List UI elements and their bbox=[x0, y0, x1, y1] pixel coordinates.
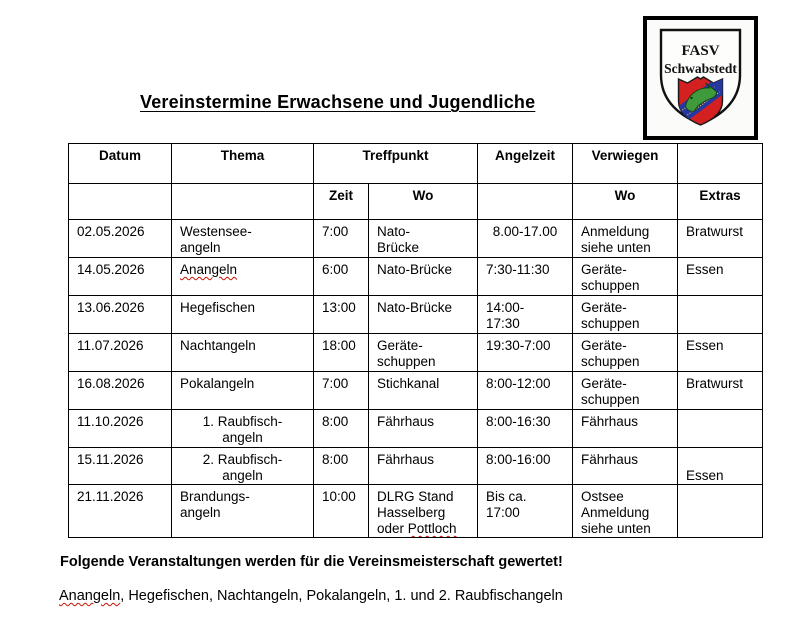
subcolumn-header-extras: Extras bbox=[678, 184, 763, 220]
table-row bbox=[69, 372, 763, 410]
cell-extras bbox=[678, 410, 763, 448]
cell-extras bbox=[678, 296, 763, 334]
cell-zeit: 18:00 bbox=[314, 334, 369, 372]
table-row bbox=[69, 410, 763, 448]
cell-zeit: 7:00 bbox=[314, 220, 369, 258]
header-row-1 bbox=[69, 144, 763, 184]
table-row bbox=[69, 334, 763, 372]
cell-zeit: 8:00 bbox=[314, 448, 369, 485]
cell-wo: Fährhaus bbox=[369, 448, 478, 485]
cell-verwiegen-wo: Geräte- schuppen bbox=[573, 296, 678, 334]
subcolumn-header-wo: Wo bbox=[573, 184, 678, 220]
events-table bbox=[68, 143, 763, 538]
cell-angelzeit: Bis ca. 17:00 bbox=[478, 485, 573, 538]
table-row bbox=[69, 220, 763, 258]
cell-datum: 02.05.2026 bbox=[69, 220, 172, 258]
cell-thema: 2. Raubfisch- angeln bbox=[172, 448, 314, 485]
cell-verwiegen-wo: Ostsee Anmeldung siehe unten bbox=[573, 485, 678, 538]
cell-thema: Nachtangeln bbox=[172, 334, 314, 372]
cell-zeit: 10:00 bbox=[314, 485, 369, 538]
cell-datum: 13.06.2026 bbox=[69, 296, 172, 334]
misspelled-word: Anangeln bbox=[59, 588, 121, 604]
cell-datum: 21.11.2026 bbox=[69, 485, 172, 538]
events-table-body bbox=[69, 144, 763, 538]
cell-zeit: 13:00 bbox=[314, 296, 369, 334]
cell-wo: Nato-Brücke bbox=[369, 296, 478, 334]
cell-extras: Essen bbox=[678, 258, 763, 296]
cell-extras: Bratwurst bbox=[678, 220, 763, 258]
subcolumn-header-datum bbox=[69, 184, 172, 220]
cell-datum: 16.08.2026 bbox=[69, 372, 172, 410]
cell-verwiegen-wo: Geräte- schuppen bbox=[573, 258, 678, 296]
cell-thema bbox=[172, 258, 314, 296]
cell-angelzeit: 14:00- 17:30 bbox=[478, 296, 573, 334]
column-header-thema: Thema bbox=[172, 144, 314, 184]
cell-angelzeit: 8:00-12:00 bbox=[478, 372, 573, 410]
subcolumn-header-wo: Wo bbox=[369, 184, 478, 220]
column-header-verwiegen: Verwiegen bbox=[573, 144, 678, 184]
logo-text-line1: FASV bbox=[681, 43, 720, 59]
cell-thema: Westensee- angeln bbox=[172, 220, 314, 258]
cell-extras: Bratwurst bbox=[678, 372, 763, 410]
column-header-blank bbox=[678, 144, 763, 184]
cell-wo: DLRG Stand Hasselberg oder Pottloch bbox=[369, 485, 478, 538]
cell-verwiegen-wo: Geräte- schuppen bbox=[573, 372, 678, 410]
cell-verwiegen-wo: Geräte- schuppen bbox=[573, 334, 678, 372]
cell-verwiegen-wo: Fährhaus bbox=[573, 410, 678, 448]
cell-zeit: 6:00 bbox=[314, 258, 369, 296]
page-title: Vereinstermine Erwachsene und Jugendliche bbox=[140, 92, 536, 113]
cell-angelzeit: 19:30-7:00 bbox=[478, 334, 573, 372]
cell-thema: Pokalangeln bbox=[172, 372, 314, 410]
cell-verwiegen-wo: Anmeldung siehe unten bbox=[573, 220, 678, 258]
cell-zeit: 7:00 bbox=[314, 372, 369, 410]
cell-wo: Nato- Brücke bbox=[369, 220, 478, 258]
cell-angelzeit: 7:30-11:30 bbox=[478, 258, 573, 296]
cell-verwiegen-wo: Fährhaus bbox=[573, 448, 678, 485]
subcolumn-header-zeit: Zeit bbox=[314, 184, 369, 220]
table-row bbox=[69, 448, 763, 485]
cell-datum: 15.11.2026 bbox=[69, 448, 172, 485]
misspelled-word: Anangeln bbox=[180, 262, 238, 277]
cell-thema: Brandungs- angeln bbox=[172, 485, 314, 538]
cell-zeit: 8:00 bbox=[314, 410, 369, 448]
cell-datum: 14.05.2026 bbox=[69, 258, 172, 296]
cell-angelzeit: 8.00-17.00 bbox=[478, 220, 573, 258]
cell-datum: 11.07.2026 bbox=[69, 334, 172, 372]
header-row-2 bbox=[69, 184, 763, 220]
cell-wo: Stichkanal bbox=[369, 372, 478, 410]
footer-list: Anangeln, Hegefischen, Nachtangeln, Pokalangeln, 1. und 2. Raubfischangeln bbox=[59, 588, 563, 604]
footer-note: Folgende Veranstaltungen werden für die Vereinsmeisterschaft gewertet! bbox=[60, 554, 563, 570]
cell-thema: 1. Raubfisch- angeln bbox=[172, 410, 314, 448]
cell-angelzeit: 8:00-16:30 bbox=[478, 410, 573, 448]
subcolumn-header-thema bbox=[172, 184, 314, 220]
logo-text-line2: Schwabstedt bbox=[664, 61, 737, 76]
table-row bbox=[69, 485, 763, 538]
column-header-angelzeit: Angelzeit bbox=[478, 144, 573, 184]
misspelled-word: Pottloch bbox=[407, 521, 457, 536]
cell-wo: Nato-Brücke bbox=[369, 258, 478, 296]
cell-wo: Geräte- schuppen bbox=[369, 334, 478, 372]
cell-thema: Hegefischen bbox=[172, 296, 314, 334]
cell-angelzeit: 8:00-16:00 bbox=[478, 448, 573, 485]
club-logo bbox=[643, 16, 758, 140]
cell-extras: Essen bbox=[678, 334, 763, 372]
club-crest-icon bbox=[647, 20, 754, 135]
cell-datum: 11.10.2026 bbox=[69, 410, 172, 448]
subcolumn-header-angelzeit bbox=[478, 184, 573, 220]
cell-extras: Essen bbox=[678, 448, 763, 485]
cell-wo: Fährhaus bbox=[369, 410, 478, 448]
table-row bbox=[69, 258, 763, 296]
table-row bbox=[69, 296, 763, 334]
column-header-datum: Datum bbox=[69, 144, 172, 184]
cell-extras bbox=[678, 485, 763, 538]
column-header-treffpunkt: Treffpunkt bbox=[314, 144, 478, 184]
